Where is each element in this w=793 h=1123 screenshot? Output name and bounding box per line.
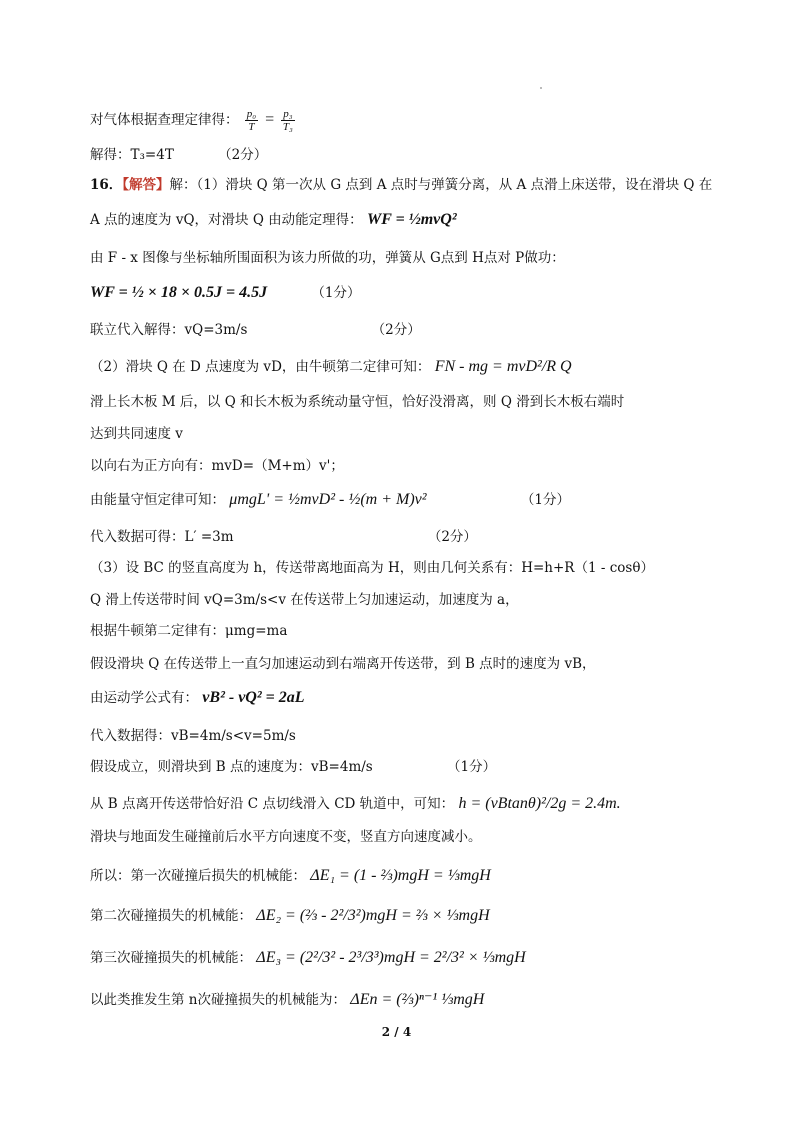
line-common-velocity xyxy=(90,424,183,444)
line-geometry xyxy=(90,558,654,578)
line-assumption-holds xyxy=(90,757,496,777)
line-loss-n xyxy=(90,990,484,1010)
line-text: （3）设 BC 的竖直高度为 h，传送带离地面高为 H，则由几何关系有：H=h+R（1 - cosθ） xyxy=(90,560,654,576)
line-fx-graph xyxy=(90,248,565,268)
line-height-h xyxy=(90,794,621,814)
line-text: 联立代入解得：vQ=3m/s xyxy=(90,322,248,338)
question-number: 16． xyxy=(90,177,123,193)
line-text: A 点的速度为 vQ，对滑块 Q 由动能定理得： xyxy=(90,212,363,228)
equation: ΔEn = (⅔)ⁿ⁻¹ ⅓mgH xyxy=(350,991,485,1008)
line-length xyxy=(90,527,477,547)
line-kinematics xyxy=(90,688,305,708)
frac-num: p₃ xyxy=(283,108,293,120)
line-belt-accel xyxy=(90,590,519,610)
line-momentum-eq xyxy=(90,456,344,476)
scan-speck xyxy=(540,87,542,89)
line-newton-belt xyxy=(90,621,287,641)
line-newton-d xyxy=(90,357,572,377)
line-text: 由能量守恒定律可知： xyxy=(90,492,225,508)
score: （2分） xyxy=(218,147,268,163)
page-number: 2 / 4 xyxy=(381,1025,412,1039)
line-text: 第二次碰撞损失的机械能： xyxy=(90,908,252,924)
line-assumption xyxy=(90,654,596,674)
equation: WF = ½ × 18 × 0.5J = 4.5J xyxy=(90,284,268,301)
frac-den: T₃ xyxy=(282,121,293,133)
line-text: 解得：T₃=4T xyxy=(90,147,174,163)
equation: $\frac{\text{p₀}}{T}$ = $\frac{\text{p₃}}{\text{T₃}}$ xyxy=(246,108,293,133)
equation: ΔE₂ = (⅔ - 2²/3²)mgH = ⅔ × ⅓mgH xyxy=(256,907,490,924)
line-text: 滑块与地面发生碰撞前后水平方向速度不变，竖直方向速度减小。 xyxy=(90,829,482,845)
equation: ΔE₁ = (1 - ⅔)mgH = ⅓mgH xyxy=(310,867,491,884)
line-work-calc xyxy=(90,283,360,303)
line-solution-t3 xyxy=(90,145,267,165)
line-text: 对气体根据查理定律得： xyxy=(90,112,239,129)
equation: WF = ½mvQ² xyxy=(366,211,457,228)
line-energy-conservation xyxy=(90,490,570,510)
line-work-energy xyxy=(90,210,457,230)
score: （2分） xyxy=(371,322,421,338)
frac-num: p₀ xyxy=(246,108,257,120)
equation: μmgL' = ½mvD² - ½(m + M)v² xyxy=(229,491,427,508)
line-vb xyxy=(90,726,296,746)
line-loss-2 xyxy=(90,906,490,926)
line-text: 滑上长木板 M 后，以 Q 和长木板为系统动量守恒，恰好没滑离，则 Q 滑到长木板右端时 xyxy=(90,394,625,410)
line-text: 由运动学公式有： xyxy=(90,690,198,706)
equation: vB² - vQ² = 2aL xyxy=(202,689,305,706)
line-text: 所以：第一次碰撞后损失的机械能： xyxy=(90,868,306,884)
score: （1分） xyxy=(520,492,570,508)
line-text: 根据牛顿第二定律有：μmg=ma xyxy=(90,623,288,639)
score: （1分） xyxy=(447,759,497,775)
equation: FN - mg = mvD²/R Q xyxy=(434,358,572,375)
line-text: 代入数据得：vB=4m/s<v=5m/s xyxy=(90,728,296,744)
line-loss-3 xyxy=(90,948,526,968)
line-q16-intro xyxy=(90,175,712,195)
line-text: 达到共同速度 v xyxy=(90,426,183,442)
line-text: （2）滑块 Q 在 D 点速度为 vD，由牛顿第二定律可知： xyxy=(90,359,431,375)
line-collision xyxy=(90,827,482,847)
line-loss-1 xyxy=(90,866,491,886)
line-text: 第三次碰撞损失的机械能： xyxy=(90,950,252,966)
line-text: 解：（1）滑块 Q 第一次从 G 点到 A 点时与弹簧分离，从 A 点滑上床送带，设在滑块 Q 在 xyxy=(169,177,713,193)
line-text: 假设成立，则滑块到 B 点的速度为：vB=4m/s xyxy=(90,759,373,775)
line-charles-law xyxy=(90,108,297,133)
score: （1分） xyxy=(311,285,361,301)
line-text: 从 B 点离开传送带恰好沿 C 点切线滑入 CD 轨道中，可知： xyxy=(90,796,455,812)
answer-tag: 【解答】 xyxy=(122,177,170,193)
line-text: 以向右为正方向有：mvD=（M+m）v'； xyxy=(90,458,344,474)
line-text: 以此类推发生第 n次碰撞损失的机械能为： xyxy=(90,992,346,1008)
line-text: Q 滑上传送带时间 vQ=3m/s<v 在传送带上匀加速运动，加速度为 a， xyxy=(90,592,519,608)
line-text: 假设滑块 Q 在传送带上一直匀加速运动到右端离开传送带，到 B 点时的速度为 vB， xyxy=(90,656,596,672)
line-text: 由 F - x 图像与坐标轴所围面积为该力所做的功，弹簧从 G点到 H点对 P做功： xyxy=(90,250,565,266)
line-vq xyxy=(90,320,421,340)
frac-den: T xyxy=(248,121,255,133)
equation: h = (vBtanθ)²/2g = 2.4m. xyxy=(458,795,621,812)
line-momentum xyxy=(90,392,624,412)
line-text: 代入数据可得：L′ =3m xyxy=(90,529,234,545)
score: （2分） xyxy=(427,529,477,545)
equation: ΔE₃ = (2²/3² - 2³/3³)mgH = 2²/3² × ⅓mgH xyxy=(256,949,526,966)
